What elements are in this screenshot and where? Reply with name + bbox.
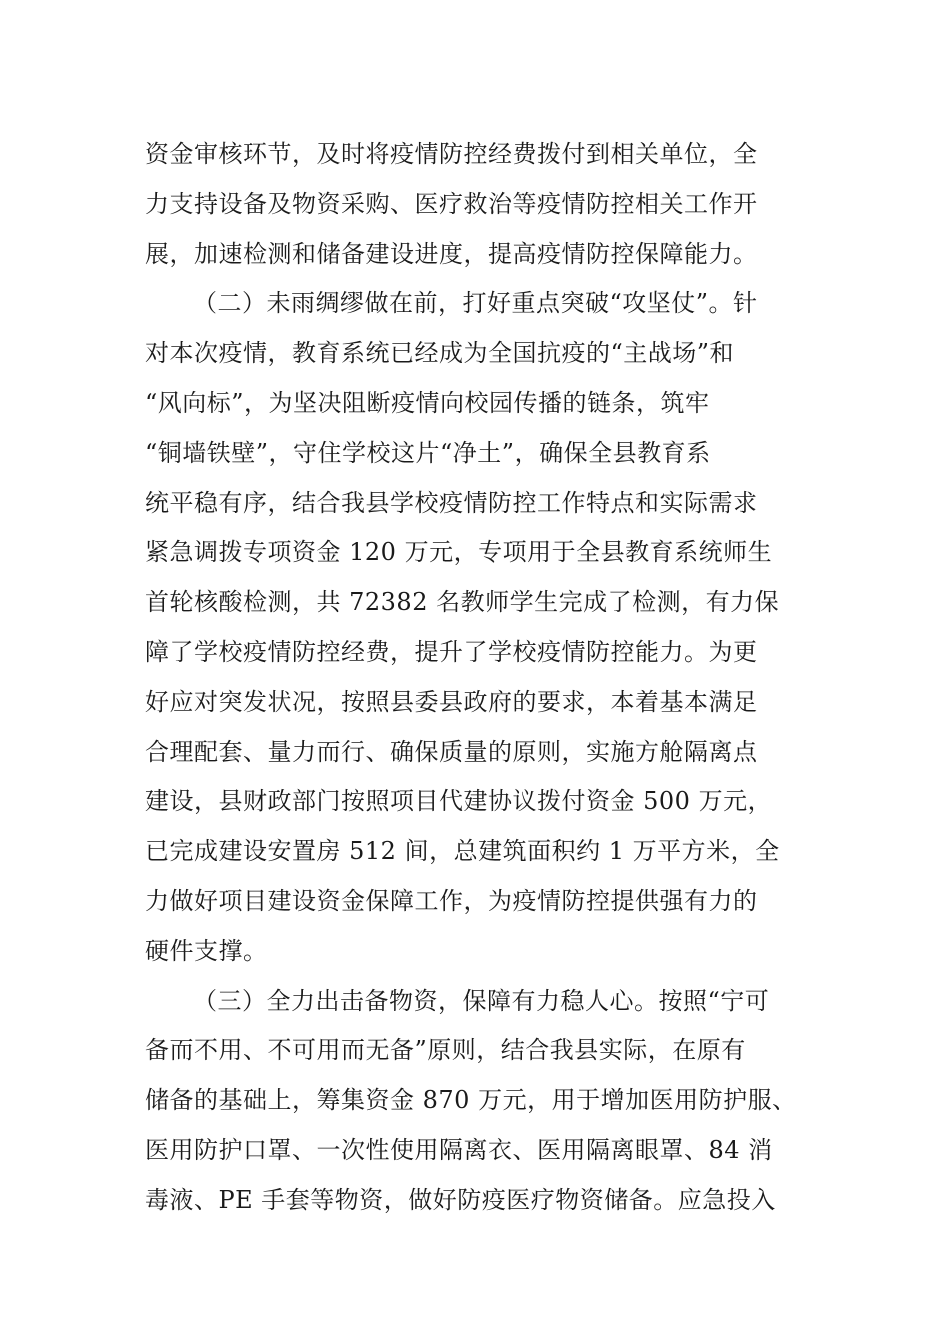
- text-line: 好应对突发状况，按照县委县政府的要求，本着基本满足: [145, 687, 758, 716]
- text-line: 医用防护口罩、一次性使用隔离衣、医用隔离眼罩、84 消: [145, 1135, 773, 1164]
- text-line: 力支持设备及物资采购、医疗救治等疫情防控相关工作开: [145, 189, 758, 218]
- text-line: 毒液、PE 手套等物资，做好防疫医疗物资储备。应急投入: [145, 1185, 776, 1214]
- text-line: 展，加速检测和储备建设进度，提高疫情防控保障能力。: [145, 239, 758, 268]
- text-line: 备而不用、不可用而无备”原则，结合我县实际，在原有: [145, 1036, 746, 1065]
- paragraph-start-line: （二）未雨绸缪做在前，打好重点突破“攻坚仗”。针: [193, 289, 758, 318]
- text-line: 力做好项目建设资金保障工作，为疫情防控提供强有力的: [145, 886, 758, 915]
- text-line: 资金审核环节，及时将疫情防控经费拨付到相关单位，全: [145, 140, 758, 168]
- text-line: 硬件支撑。: [145, 936, 268, 965]
- text-line: 储备的基础上，筹集资金 870 万元，用于增加医用防护服、: [145, 1086, 797, 1115]
- text-line: 对本次疫情，教育系统已经成为全国抗疫的“主战场”和: [145, 339, 735, 368]
- text-line: “风向标”，为坚决阻断疫情向校园传播的链条，筑牢: [145, 388, 710, 417]
- body-text: [145, 130, 810, 1226]
- text-line: 首轮核酸检测，共 72382 名教师学生完成了检测，有力保: [145, 588, 780, 617]
- text-line: 紧急调拨专项资金 120 万元，专项用于全县教育系统师生: [145, 538, 773, 567]
- text-line: 已完成建设安置房 512 间，总建筑面积约 1 万平方米，全: [145, 837, 780, 866]
- text-line: 障了学校疫情防控经费，提升了学校疫情防控能力。为更: [145, 637, 758, 666]
- paragraph-start-line: （三）全力出击备物资，保障有力稳人心。按照“宁可: [193, 986, 770, 1015]
- text-line: “铜墙铁壁”，守住学校这片“净土”，确保全县教育系: [145, 438, 711, 467]
- text-line: 合理配套、量力而行、确保质量的原则，实施方舱隔离点: [145, 737, 758, 766]
- text-line: 建设，县财政部门按照项目代建协议拨付资金 500 万元，: [145, 787, 773, 816]
- text-line: 统平稳有序，结合我县学校疫情防控工作特点和实际需求: [145, 488, 758, 517]
